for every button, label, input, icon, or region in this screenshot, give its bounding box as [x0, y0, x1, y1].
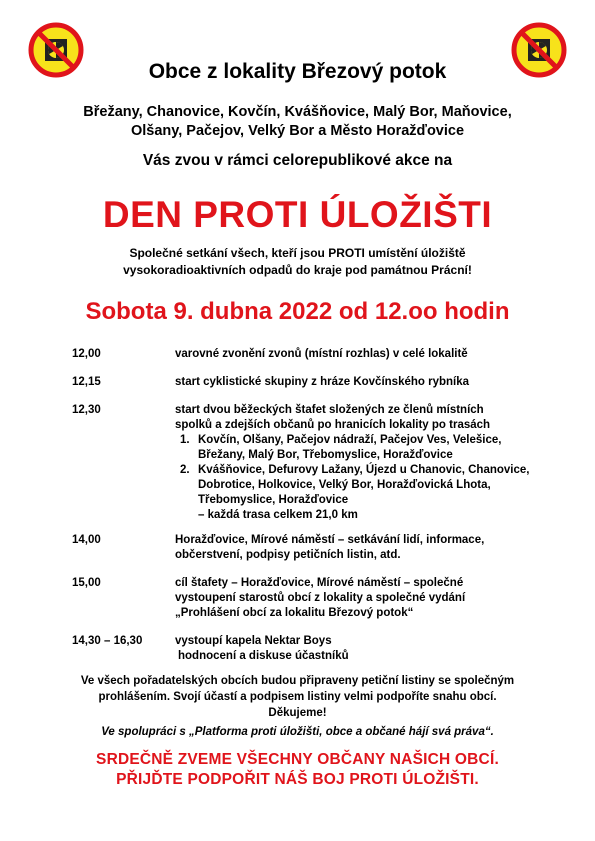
closing-line-1: SRDEČNĚ ZVEME VŠECHNY OBČANY NAŠICH OBCÍ.: [96, 751, 499, 768]
schedule-time: 14,00: [72, 534, 101, 546]
event-description-line-2: vysokoradioaktivních odpadů do kraje pod památnou Prácní!: [123, 263, 472, 277]
route-line: Třebomyslice, Horažďovice: [198, 494, 349, 506]
schedule-line: vystoupení starostů obcí z lokality a společné vydání: [175, 592, 466, 604]
route-list-item: [175, 463, 575, 523]
route-number: 2.: [180, 464, 190, 476]
schedule-line: vystoupí kapela Nektar Boys: [175, 635, 332, 647]
document-title: Obce z lokality Březový potok: [148, 60, 447, 83]
schedule-time: 14,30 – 16,30: [72, 635, 143, 647]
schedule-line: Horažďovice, Mírové náměstí – setkávání lidí, informace,: [175, 534, 485, 546]
route-line: Kovčín, Olšany, Pačejov nádraží, Pačejov Ves, Velešice,: [198, 434, 502, 446]
event-description-line-1: Společné setkání všech, kteří jsou PROTI umístění úložiště: [129, 246, 466, 260]
schedule-line: spolků a zdejších občanů po hranicích lokality po trasách: [175, 419, 491, 431]
route-list-item: [175, 433, 575, 463]
petition-note-line: prohlášením. Svojí účastí a podpisem listiny velmi podpoříte snahu obcí.: [98, 691, 497, 703]
schedule-time: 15,00: [72, 577, 101, 589]
schedule-description: [175, 403, 575, 523]
schedule-description: [175, 634, 575, 664]
route-text: [198, 463, 575, 523]
cooperation-note: Ve spolupráci s „Platforma proti úložišti, obce a občané hájí svá práva“.: [101, 726, 494, 738]
event-name: DEN PROTI ÚLOŽIŠTI: [102, 194, 493, 235]
schedule-time: 12,30: [72, 404, 101, 416]
route-text: [198, 433, 575, 463]
villages-line-2: Olšany, Pačejov, Velký Bor a Město Horažďovice: [130, 123, 465, 139]
closing-line-2: PŘIJĎTE PODPOŘIT NÁŠ BOJ PROTI ÚLOŽIŠTI.: [116, 771, 479, 788]
route-line: Dobrotice, Holkovice, Velký Bor, Horažďovická Lhota,: [198, 479, 491, 491]
schedule-line: varovné zvonění zvonů (místní rozhlas) v celé lokalitě: [175, 348, 468, 360]
schedule-line: cíl štafety – Horažďovice, Mírové náměstí – společné: [175, 577, 464, 589]
villages-line-1: Břežany, Chanovice, Kovčín, Kvášňovice, Malý Bor, Maňovice,: [83, 104, 512, 120]
route-line: Břežany, Malý Bor, Třebomyslice, Horažďovice: [198, 449, 453, 461]
event-date: Sobota 9. dubna 2022 od 12.oo hodin: [85, 298, 510, 325]
closing-appeal: [0, 750, 595, 790]
schedule-time: 12,15: [72, 376, 101, 388]
petition-note: [0, 673, 595, 721]
event-description: [0, 245, 595, 279]
route-number: 1.: [180, 434, 190, 446]
invitation-text: Vás zvou v rámci celorepublikové akce na: [142, 152, 453, 169]
schedule-time: 12,00: [72, 348, 101, 360]
schedule-line: start dvou běžeckých štafet složených ze členů místních: [175, 404, 484, 416]
schedule-description: [175, 375, 575, 390]
schedule-line: hodnocení a diskuse účastníků: [178, 650, 349, 662]
route-line: Kvášňovice, Defurovy Lažany, Újezd u Chanovic, Chanovice,: [198, 464, 530, 476]
villages-list: [0, 103, 595, 141]
schedule-line: start cyklistické skupiny z hráze Kovčínského rybníka: [175, 376, 470, 388]
schedule-description: [175, 576, 575, 621]
schedule-line: „Prohlášení obcí za lokalitu Březový potok“: [175, 607, 414, 619]
schedule-line: občerstvení, podpisy petičních listin, atd.: [175, 549, 401, 561]
schedule-description: [175, 533, 575, 563]
route-line: – každá trasa celkem 21,0 km: [198, 509, 358, 521]
schedule-description: [175, 347, 575, 362]
thanks-text: Děkujeme!: [268, 707, 327, 719]
petition-note-line: Ve všech pořadatelských obcích budou připraveny petiční listiny se společným: [80, 675, 515, 687]
